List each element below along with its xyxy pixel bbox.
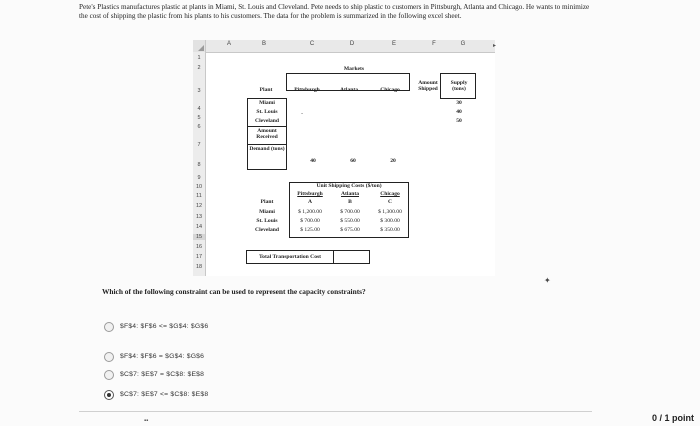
plant-cleveland: Cleveland xyxy=(255,118,279,124)
column-f: F xyxy=(432,41,436,47)
column-e: E xyxy=(391,41,396,47)
column-header-bar xyxy=(193,40,495,53)
radio-option-2[interactable] xyxy=(104,352,114,362)
row-10: 10 xyxy=(195,184,203,190)
excel-sheet-image xyxy=(193,40,495,276)
option-2[interactable] xyxy=(104,350,204,363)
row-9: 9 xyxy=(197,175,201,181)
option-4-label: $C$7: $E$7 <= $C$8: $E$8 xyxy=(120,391,209,398)
row-17: 17 xyxy=(195,254,203,260)
demand-label: Demand (tons) xyxy=(249,146,285,152)
demand-pittsburgh: 40 xyxy=(310,158,316,164)
supply-st-louis: 40 xyxy=(456,109,462,115)
cost-miami-atlanta: $ 700.00 xyxy=(340,209,360,215)
option-3-label: $C$7: $E$7 = $C$8: $E$8 xyxy=(120,371,205,378)
option-1-label: $F$4: $F$6 <= $G$4: $G$6 xyxy=(120,323,209,330)
row-16: 16 xyxy=(195,244,203,250)
cost-plant-st-louis: St. Louis xyxy=(256,218,278,224)
question-text: Which of the following constraint can be used to represent the capacity constraints? xyxy=(102,287,366,296)
row-4: 4 xyxy=(197,106,201,112)
scroll-right-icon: ▸ xyxy=(493,43,497,49)
option-3[interactable] xyxy=(104,368,204,381)
market-atlanta: Atlanta xyxy=(339,87,359,93)
option-1[interactable] xyxy=(104,320,208,333)
column-d: D xyxy=(349,41,355,47)
row-13: 13 xyxy=(195,214,203,220)
radio-option-1[interactable] xyxy=(104,322,114,332)
demand-atlanta: 60 xyxy=(350,158,356,164)
row-8: 8 xyxy=(197,162,201,168)
row-14: 14 xyxy=(195,224,203,230)
cost-table-title: Unit Shipping Costs ($/ton) xyxy=(316,183,382,189)
column-b: B xyxy=(261,41,266,47)
total-cost-label: Total Transportation Cost xyxy=(258,254,322,260)
row-5: 5 xyxy=(197,115,201,121)
plant-miami: Miami xyxy=(259,100,275,106)
option-4[interactable] xyxy=(104,388,208,401)
radio-option-4-selected[interactable] xyxy=(104,390,114,400)
row-15: 15 xyxy=(193,234,205,240)
cost-plant-cleveland: Cleveland xyxy=(255,227,279,233)
row-11: 11 xyxy=(196,193,202,199)
demand-chicago: 20 xyxy=(390,158,396,164)
select-all-corner xyxy=(193,40,206,52)
supply-miami: 30 xyxy=(456,100,462,106)
column-a: A xyxy=(226,41,231,47)
dest-chicago: Chicago xyxy=(380,191,400,197)
supply-header: Supply (tons) xyxy=(450,80,468,93)
divider xyxy=(247,126,287,127)
row-6: 6 xyxy=(197,124,201,130)
cost-cleveland-pittsburgh: $ 125.00 xyxy=(300,227,320,233)
mouse-cursor-icon: ✦ xyxy=(544,276,551,285)
amount-shipped-header: Amount Shipped xyxy=(418,80,438,93)
partial-icon: ▪▪ xyxy=(144,418,149,424)
cost-cleveland-atlanta: $ 675.00 xyxy=(340,227,360,233)
cost-cleveland-chicago: $ 350.00 xyxy=(380,227,400,233)
cost-plant-header: Plant xyxy=(260,199,274,205)
market-chicago: Chicago xyxy=(380,87,400,93)
row-12: 12 xyxy=(195,203,203,209)
row-7: 7 xyxy=(197,142,201,148)
footer-divider xyxy=(79,411,592,412)
radio-option-3[interactable] xyxy=(104,370,114,380)
cost-st-louis-chicago: $ 300.00 xyxy=(380,218,400,224)
problem-intro: Pete's Plastics manufactures plastic at plants in Miami, St. Louis and Cleveland. Pete needs to ship plastic to customers in Pittsburgh, Atlanta and Chicago. He wants to minimize the cost of shipping the plastic from his plants to his customers. The data for the problem is summarized in the following excel sheet. xyxy=(79,3,590,20)
supply-cleveland: 50 xyxy=(456,118,462,124)
cost-miami-chicago: $ 1,300.00 xyxy=(378,209,402,215)
dest-pittsburgh: Pittsburgh xyxy=(297,191,323,197)
dest-atlanta: Atlanta xyxy=(340,191,360,197)
cost-miami-pittsburgh: $ 1,200.00 xyxy=(298,209,322,215)
row-1: 1 xyxy=(197,55,201,61)
cell-dash: - xyxy=(301,111,303,117)
points-indicator: 0 / 1 point xyxy=(651,413,694,423)
row-18: 18 xyxy=(195,264,203,270)
column-c: C xyxy=(309,41,315,47)
plant-header: Plant xyxy=(259,87,273,93)
option-2-label: $F$4: $F$6 = $G$4: $G$6 xyxy=(120,353,205,360)
cost-st-louis-atlanta: $ 550.00 xyxy=(340,218,360,224)
row-3: 3 xyxy=(197,88,201,94)
row-header-bar xyxy=(193,52,206,276)
cost-st-louis-pittsburgh: $ 700.00 xyxy=(300,218,320,224)
market-pittsburgh: Pittsburgh xyxy=(294,87,320,93)
dest-letter-c: C xyxy=(387,199,393,205)
cost-plant-miami: Miami xyxy=(259,209,275,215)
row-2: 2 xyxy=(197,65,201,71)
amount-received-label: Amount Received xyxy=(256,128,278,141)
plant-st-louis: St. Louis xyxy=(256,109,278,115)
divider xyxy=(247,144,287,145)
dest-letter-b: B xyxy=(348,199,352,205)
dest-letter-a: A xyxy=(307,199,313,205)
divider xyxy=(333,250,334,264)
column-g: G xyxy=(460,41,466,47)
markets-label: Markets xyxy=(343,66,365,72)
